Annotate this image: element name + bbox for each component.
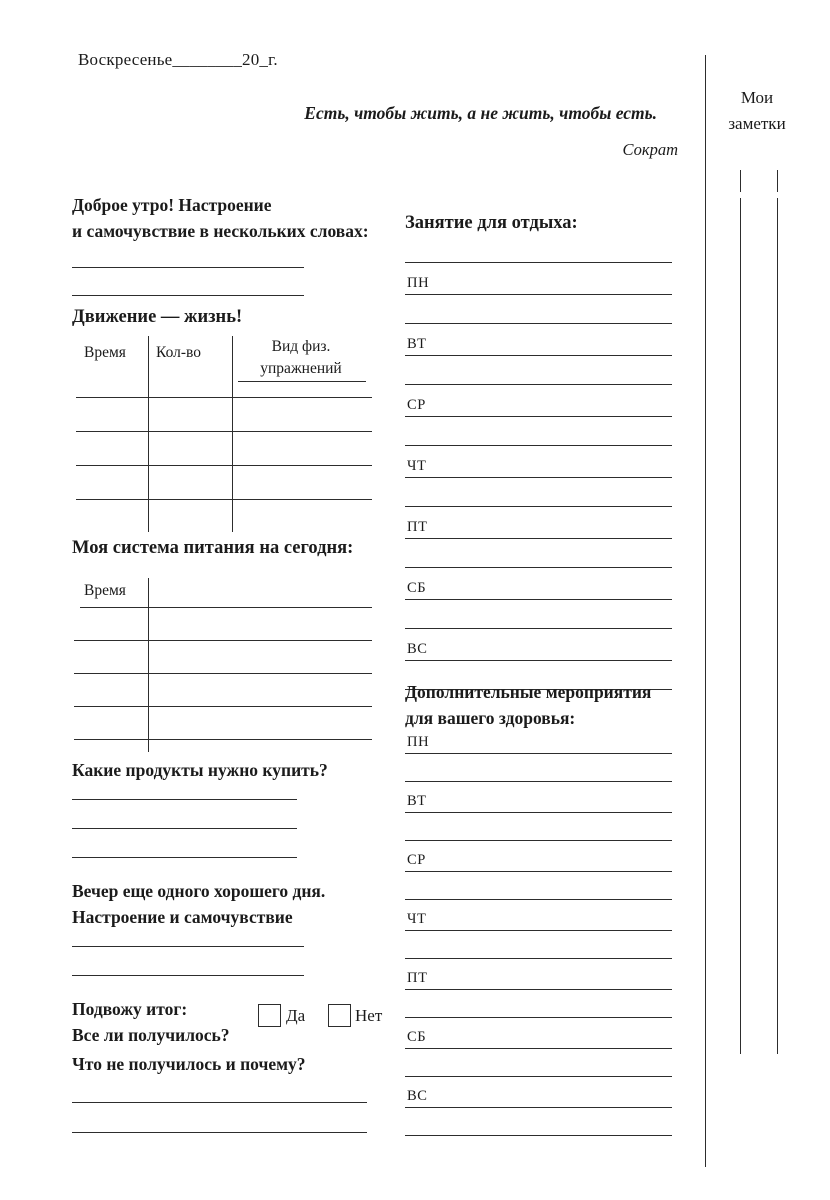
day-label-mon: ПН bbox=[405, 723, 672, 754]
shopping-title: Какие продукты нужно купить? bbox=[72, 760, 328, 780]
day-label-sun: ВС bbox=[405, 629, 672, 661]
write-line bbox=[405, 813, 672, 841]
write-line bbox=[72, 946, 304, 947]
table-column-divider bbox=[148, 336, 149, 532]
write-line bbox=[405, 754, 672, 782]
write-line bbox=[72, 267, 304, 268]
morning-title bbox=[72, 192, 369, 244]
table-row-line bbox=[74, 640, 372, 641]
day-label-wed: СР bbox=[405, 385, 672, 417]
column-header-type-line2: упражнений bbox=[260, 360, 342, 377]
table-row-line bbox=[76, 465, 372, 466]
notes-divider bbox=[705, 55, 706, 1167]
notes-rule-line bbox=[740, 170, 741, 192]
checkbox-no-label: Нет bbox=[355, 1006, 383, 1025]
leisure-day-list bbox=[405, 240, 672, 690]
write-line bbox=[405, 417, 672, 446]
write-line bbox=[405, 600, 672, 629]
evening-title-line1: Вечер еще одного хорошего дня. bbox=[72, 881, 326, 901]
followup-question: Что не получилось и почему? bbox=[72, 1054, 306, 1074]
write-line bbox=[405, 240, 672, 263]
day-label-thu: ЧТ bbox=[405, 446, 672, 478]
write-line bbox=[72, 799, 297, 800]
movement-title: Движение — жизнь! bbox=[72, 307, 243, 327]
column-header-type-line1: Вид физ. bbox=[271, 338, 331, 355]
table-row-line bbox=[74, 706, 372, 707]
column-header-type bbox=[236, 336, 366, 380]
column-header-time: Время bbox=[84, 344, 126, 361]
notes-rule-line bbox=[777, 170, 778, 192]
write-line bbox=[405, 990, 672, 1018]
quote-text: Есть, чтобы жить, а не жить, чтобы есть. bbox=[304, 103, 657, 123]
table-row-line bbox=[74, 739, 372, 740]
nutrition-column-time: Время bbox=[84, 582, 126, 599]
write-line bbox=[405, 1108, 672, 1136]
table-row-line bbox=[74, 673, 372, 674]
write-line bbox=[72, 857, 297, 858]
date-line: Воскресенье________20_г. bbox=[78, 50, 278, 69]
morning-title-line1: Доброе утро! Настроение bbox=[72, 195, 272, 215]
notes-rule-line bbox=[740, 198, 741, 1054]
day-label-tue: ВТ bbox=[405, 782, 672, 813]
notes-rule-line bbox=[777, 198, 778, 1054]
table-row-line bbox=[238, 381, 366, 382]
extra-title-line2: для вашего здоровья: bbox=[405, 708, 576, 728]
day-label-wed: СР bbox=[405, 841, 672, 872]
day-label-fri: ПТ bbox=[405, 959, 672, 990]
checkbox-yes bbox=[258, 1004, 281, 1027]
write-line bbox=[405, 478, 672, 507]
write-line bbox=[405, 539, 672, 568]
checkbox-yes-label: Да bbox=[286, 1006, 306, 1025]
notes-title-line2: заметки bbox=[728, 114, 786, 133]
nutrition-title: Моя система питания на сегодня: bbox=[72, 538, 354, 558]
evening-title bbox=[72, 878, 325, 930]
summary-title-line2: Все ли получилось? bbox=[72, 1025, 230, 1045]
day-label-fri: ПТ bbox=[405, 507, 672, 539]
write-line bbox=[405, 1049, 672, 1077]
extra-title-line1: Дополнительные мероприятия bbox=[405, 682, 652, 702]
table-column-divider bbox=[232, 336, 233, 532]
summary-title bbox=[72, 996, 230, 1048]
write-line bbox=[405, 872, 672, 900]
day-label-sat: СБ bbox=[405, 1018, 672, 1049]
table-row-line bbox=[76, 397, 372, 398]
column-header-count: Кол-во bbox=[156, 344, 201, 361]
notes-title bbox=[707, 85, 807, 137]
checkbox-no bbox=[328, 1004, 351, 1027]
morning-title-line2: и самочувствие в нескольких словах: bbox=[72, 221, 369, 241]
write-line bbox=[405, 931, 672, 959]
table-column-divider bbox=[148, 578, 149, 752]
table-row-line bbox=[76, 431, 372, 432]
table-row-line bbox=[76, 499, 372, 500]
extra-day-list bbox=[405, 723, 672, 1136]
quote-author: Сократ bbox=[622, 140, 678, 159]
write-line bbox=[405, 295, 672, 324]
write-line bbox=[72, 975, 304, 976]
leisure-title: Занятие для отдыха: bbox=[405, 213, 578, 233]
write-line bbox=[72, 828, 297, 829]
summary-title-line1: Подвожу итог: bbox=[72, 999, 188, 1019]
table-row-line bbox=[80, 607, 372, 608]
write-line bbox=[72, 1102, 367, 1103]
write-line bbox=[72, 295, 304, 296]
day-label-tue: ВТ bbox=[405, 324, 672, 356]
day-label-mon: ПН bbox=[405, 263, 672, 295]
day-label-sun: ВС bbox=[405, 1077, 672, 1108]
day-label-sat: СБ bbox=[405, 568, 672, 600]
day-label-thu: ЧТ bbox=[405, 900, 672, 931]
notes-title-line1: Мои bbox=[740, 88, 774, 107]
write-line bbox=[405, 356, 672, 385]
evening-title-line2: Настроение и самочувствие bbox=[72, 907, 293, 927]
write-line bbox=[72, 1132, 367, 1133]
